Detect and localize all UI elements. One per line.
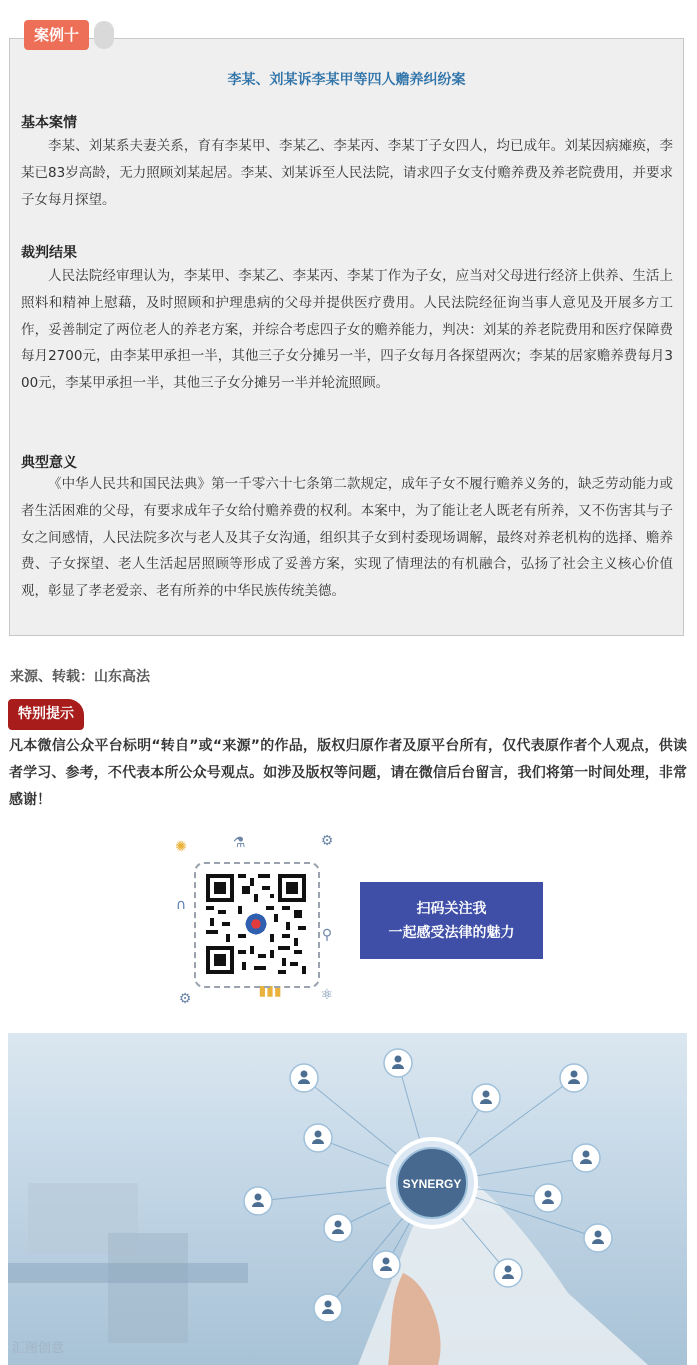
magnifier-icon: ⚲ [321, 927, 333, 943]
case-tag-decoration [94, 21, 114, 49]
watermark-text: 汇图创意 [12, 1341, 65, 1356]
section-body-basic-facts: 李某、刘某系夫妻关系，育有李某甲、李某乙、李某丙、李某丁子女四人，均已成年。刘某因病瘫痪，李某已83岁高龄，无力照顾刘某起居。李某、刘某诉至人民法院，请求四子女支付赡养费及养老院费用，并要求子女每月探望。 [21, 138, 673, 208]
flask-icon: ⚗ [232, 835, 246, 851]
synergy-network-illustration [8, 1033, 687, 1365]
case-card [9, 38, 684, 636]
section-heading-significance: 典型意义 [21, 455, 77, 471]
qr-code[interactable] [206, 874, 306, 974]
follow-banner[interactable] [360, 882, 543, 959]
source-line: 来源、转载：山东高法 [10, 669, 150, 685]
test-tubes-icon: ▮▮▮ [258, 983, 282, 999]
follow-line-1: 扫码关注我 [416, 901, 487, 917]
synergy-label: SYNERGY [402, 1177, 462, 1191]
lightbulb-icon: ✺ [175, 839, 187, 855]
section-heading-basic-facts: 基本案情 [21, 115, 77, 131]
magnet-icon: ∩ [175, 897, 187, 913]
tip-tag: 特别提示 [8, 699, 84, 730]
case-title: 李某、刘某诉李某甲等四人赡养纠纷案 [227, 72, 466, 88]
section-body-judgment: 人民法院经审理认为，李某甲、李某乙、李某丙、李某丁作为子女，应当对父母进行经济上供养、生活上照料和精神上慰藉，及时照顾和护理患病的父母并提供医疗费用。人民法院经征询当事人意见及开展多方工作，妥善制定了两位老人的养老方案，并综合考虑四子女的赡养能力，判决：刘某的养老院费用和医疗保障费每月2700元，由李某甲承担一半，其他三子女分摊另一半，四子女每月各探望两次；李某的居家赡养费每月300元，李某甲承担一半，其他三子女分摊另一半并轮流照顾。 [21, 268, 673, 392]
section-heading-judgment: 裁判结果 [21, 245, 77, 261]
case-tag: 案例十 [24, 20, 89, 50]
gear-icon: ⚙ [320, 833, 334, 849]
follow-line-2: 一起感受法律的魅力 [388, 925, 515, 941]
gear-small-icon: ⚙ [178, 991, 192, 1007]
synergy-banner-image [8, 1033, 687, 1365]
atom-icon: ⚛ [320, 987, 334, 1003]
section-body-significance: 《中华人民共和国民法典》第一千零六十七条第二款规定，成年子女不履行赡养义务的，缺乏劳动能力或者生活困难的父母，有要求成年子女给付赡养费的权利。本案中，为了能让老人既老有所养，又不伤害其与子女之间感情，人民法院多次与老人及其子女沟通，组织其子女到村委现场调解，最终对养老机构的选择、赡养费、子女探望、老人生活起居照顾等形成了妥善方案，实现了情理法的有机融合，弘扬了社会主义核心价值观，彰显了孝老爱亲、老有所养的中华民族传统美德。 [21, 476, 673, 600]
qr-illustration [168, 830, 352, 1008]
copyright-notice: 凡本微信公众平台标明“转自”或“来源”的作品，版权归原作者及原平台所有，仅代表原作者个人观点，供读者学习、参考，不代表本所公众号观点。如涉及版权等问题，请在微信后台留言，我们将第一时间处理，非常感谢！ [9, 738, 687, 808]
